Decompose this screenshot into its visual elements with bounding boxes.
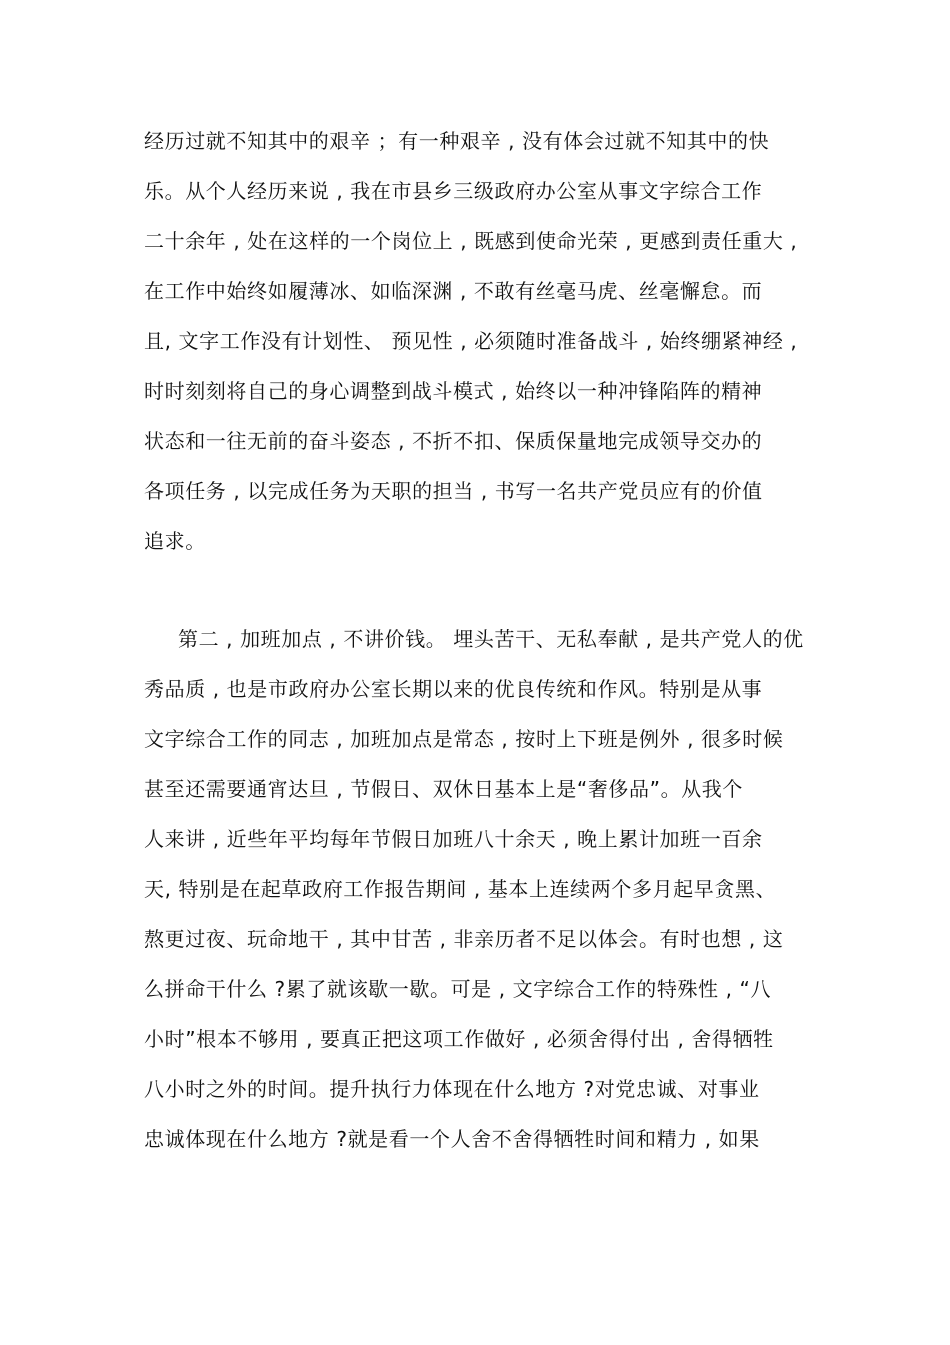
paragraph-line: 人来讲 , 近些年平均每年节假日加班八十余天 , 晚上累计加班一百余: [144, 827, 763, 851]
paragraph-line: 么拼命干什么 ?累了就该歇一歇。可是 , 文字综合工作的特殊性 , “八: [144, 977, 772, 1001]
paragraph-line: 经历过就不知其中的艰辛 ；有一种艰辛 , 没有体会过就不知其中的快: [144, 129, 770, 153]
paragraph-line: 二十余年 , 处在这样的一个岗位上 , 既感到使命光荣 , 更感到责任重大 ,: [144, 229, 798, 253]
paragraph-2: [144, 622, 844, 1172]
paragraph-line: 且, 文字工作没有计划性、 预见性 , 必须随时准备战斗 , 始终绷紧神经 ,: [144, 329, 798, 353]
paragraph-line: 甚至还需要通宵达旦 , 节假日、双休日基本上是“奢侈品”。从我个: [144, 777, 743, 801]
paragraph-line: 乐。从个人经历来说 , 我在市县乡三级政府办公室从事文字综合工作: [144, 179, 763, 203]
paragraph-line: 秀品质 , 也是市政府办公室长期以来的优良传统和作风。特别是从事: [144, 677, 763, 701]
paragraph-line: 追求。: [144, 529, 206, 553]
paragraph-line: 时时刻刻将自己的身心调整到战斗模式 , 始终以一种冲锋陷阵的精神: [144, 379, 763, 403]
paragraph-line-first: 第二 , 加班加点 , 不讲价钱。 埋头苦干、无私奉献 , 是共产党人的优: [178, 627, 804, 651]
paragraph-line: 天, 特别是在起草政府工作报告期间 , 基本上连续两个多月起早贪黑、: [144, 877, 777, 901]
paragraph-line: 状态和一往无前的奋斗姿态 , 不折不扣、保质保量地完成领导交办的: [144, 429, 763, 453]
paragraph-line: 文字综合工作的同志 , 加班加点是常态 , 按时上下班是例外 , 很多时候: [144, 727, 784, 751]
paragraph-line: 忠诚体现在什么地方 ?就是看一个人舍不舍得牺牲时间和精力 , 如果: [144, 1127, 760, 1151]
paragraph-line: 八小时之外的时间。提升执行力体现在什么地方 ?对党忠诚、对事业: [144, 1077, 760, 1101]
paragraph-1: [144, 124, 844, 574]
paragraph-line: 小时”根本不够用 , 要真正把这项工作做好 , 必须舍得付出 , 舍得牺牲: [144, 1027, 774, 1051]
paragraph-line: 熬更过夜、玩命地干 , 其中甘苦 , 非亲历者不足以体会。有时也想 , 这: [144, 927, 784, 951]
paragraph-line: 在工作中始终如履薄冰、如临深渊 , 不敢有丝毫马虎、丝毫懈怠。而: [144, 279, 763, 303]
paragraph-line: 各项任务 , 以完成任务为天职的担当 , 书写一名共产党员应有的价值: [144, 479, 763, 503]
